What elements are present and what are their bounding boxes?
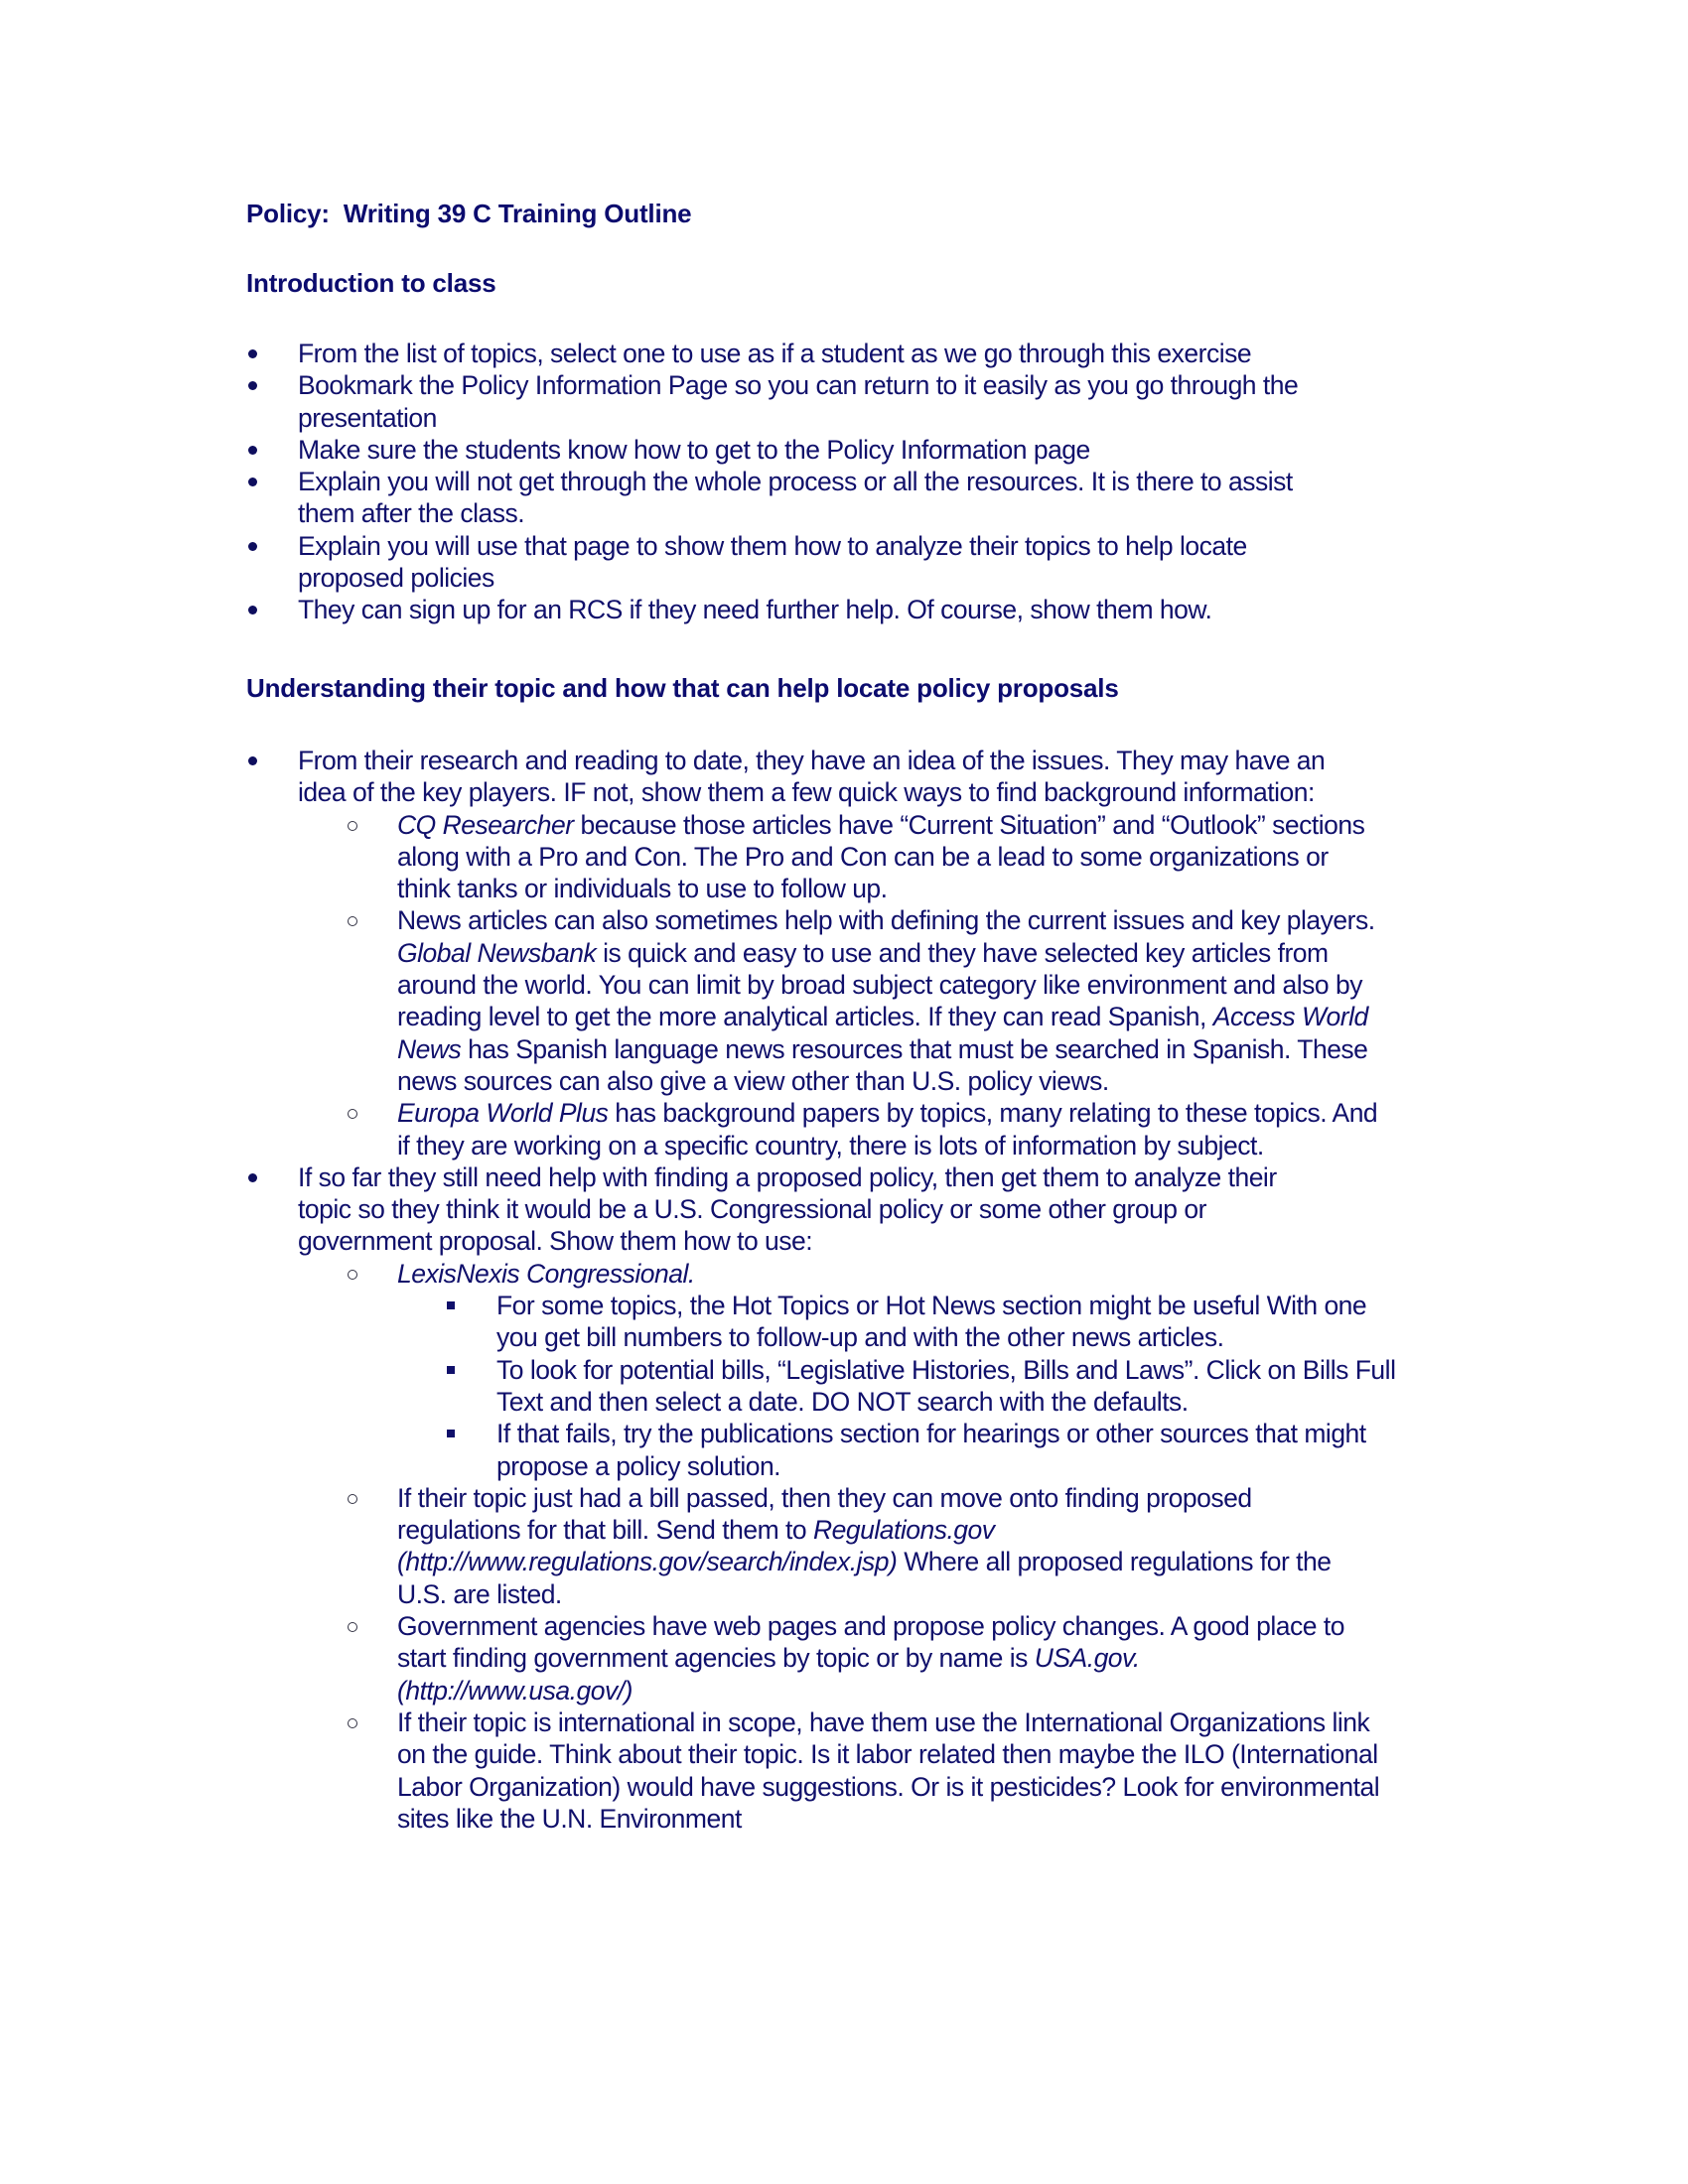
list-item: Bookmark the Policy Information Page so you can return to it easily as you go through the presentation: [298, 370, 1299, 433]
list-item: Explain you will not get through the whole process or all the resources. It is there to assist them after the class.: [298, 467, 1293, 529]
sub-sub-list-item: For some topics, the Hot Topics or Hot News section might be useful With one you get bill numbers to follow-up and with the other news articles.: [496, 1291, 1367, 1353]
list-item: From their research and reading to date, they have an idea of the issues. They may have an idea of the key players. IF not, show them a few quick ways to find background information:: [298, 746, 1326, 808]
document-title: Policy: Writing 39 C Training Outline: [246, 199, 692, 228]
resource-name-access-world-news: Access World News: [397, 1002, 1368, 1064]
section-heading-understanding-topic: Understanding their topic and how that can help locate policy proposals: [246, 673, 1119, 703]
introduction-list: [199, 338, 1331, 626]
sub-list-item: Europa World Plus has background papers by topics, many relating to these topics. And if they are working on a specific country, there is lots of information by subject.: [397, 1098, 1378, 1160]
list-item: Explain you will use that page to show them how to analyze their topics to help locate proposed policies: [298, 530, 1247, 594]
sub-sub-list-item: If that fails, try the publications section for hearings or other sources that might propose a policy solution.: [496, 1419, 1366, 1481]
sub-list-item: CQ Researcher because those articles have “Current Situation” and “Outlook” sections along with a Pro and Con. The Pro and Con can be a lead to some organizations or think tanks or individuals to use to follow up.: [397, 809, 1365, 904]
sub-list-item: News articles can also sometimes help with defining the current issues and key players. Global Newsbank is quick and easy to use and they have selected key articles from around the world. You can limit by broad subject category like environment and also by reading level to get the more analytical articles. If they can read Spanish, Access World News has Spanish language news resources that must be searched in Spanish. These news sources can also give a view other than U.S. policy views.: [397, 905, 1375, 1096]
sub-list-item: If their topic is international in scope, have them use the International Organizations link on the guide. Think about their topic. Is it labor related then maybe the ILO (International Labor Organization) would have suggestions. Or is it pesticides? Look for environmental sites like the U.N. Environment: [397, 1706, 1380, 1834]
list-item: They can sign up for an RCS if they need further help. Of course, show them how.: [298, 595, 1212, 625]
resource-name-europa-world-plus: Europa World Plus: [397, 1098, 609, 1129]
resource-name-lexisnexis-congressional: LexisNexis Congressional.: [397, 1258, 695, 1289]
list-item: Make sure the students know how to get to the Policy Information page: [298, 434, 1090, 465]
understanding-topic-list: [199, 745, 1400, 1835]
sub-sub-list-item: To look for potential bills, “Legislative Histories, Bills and Laws”. Click on Bills Full Text and then select a date. DO NOT search with the defaults.: [496, 1354, 1396, 1417]
list-item: If so far they still need help with finding a proposed policy, then get them to analyze their topic so they think it would be a U.S. Congressional policy or some other group or government proposal. Show them how to use:: [298, 1161, 1277, 1257]
list-item: From the list of topics, select one to use as if a student as we go through this exercise: [298, 339, 1252, 368]
resource-name-global-newsbank: Global Newsbank: [397, 937, 597, 968]
regulations-gov-link-text: Regulations.gov (http://www.regulations.gov/search/index.jsp): [397, 1515, 995, 1577]
section-heading-introduction: Introduction to class: [246, 268, 496, 298]
sub-list-item: [199, 1258, 1400, 1290]
resource-name-cq-researcher: CQ Researcher: [397, 809, 574, 840]
sub-list-item: If their topic just had a bill passed, then they can move onto finding proposed regulations for that bill. Send them to Regulations.gov (http://www.regulations.gov/search/index.jsp) Where all proposed regulations for the U.S. are listed.: [397, 1482, 1332, 1609]
usa-gov-link-text: USA.gov. (http://www.usa.gov/): [397, 1643, 1140, 1706]
sub-list-item: Government agencies have web pages and propose policy changes. A good place to start finding government agencies by topic or by name is USA.gov. (http://www.usa.gov/): [397, 1611, 1344, 1706]
